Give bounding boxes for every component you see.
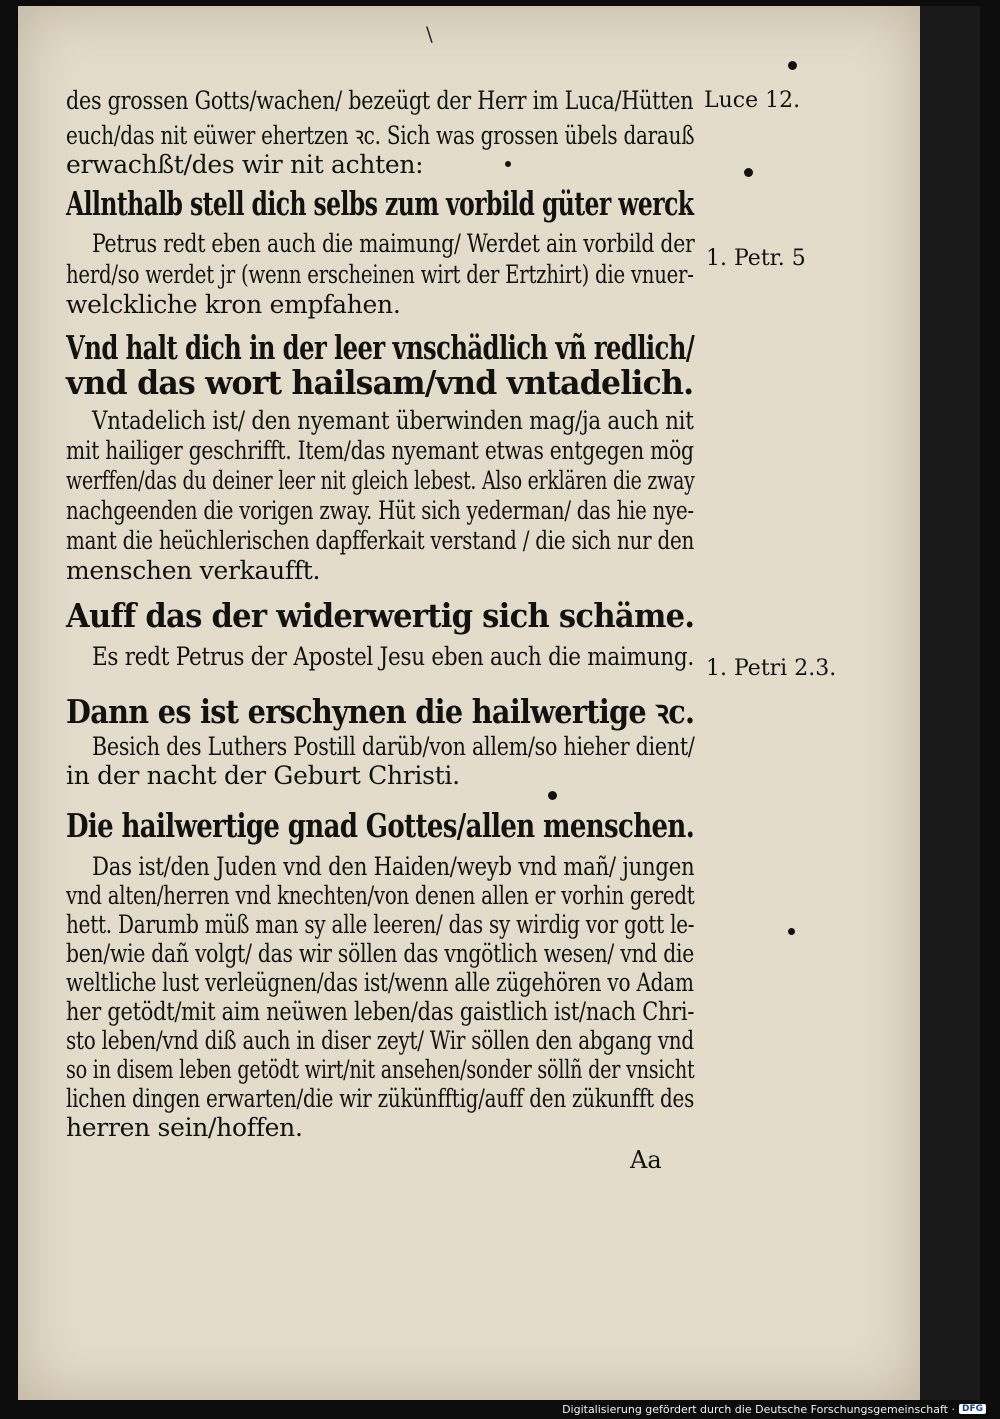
text-line: hett. Darumb müß man sy alle leeren/ das sy wirdig vor gott le- bbox=[66, 910, 695, 939]
section-heading: Die hailwertige gnad Gottes/allen menschen. bbox=[66, 806, 695, 845]
text-line: Das ist/den Juden vnd den Haiden/weyb vnd mañ/ jungen bbox=[92, 852, 695, 881]
margin-note: Luce 12. bbox=[704, 88, 801, 113]
footer-text: Digitalisierung gefördert durch die Deutsche Forschungsgemeinschaft · bbox=[562, 1402, 955, 1416]
text-line: ben/wie dañ volgt/ das wir söllen das vngötlich wesen/ vnd die bbox=[66, 939, 695, 968]
ink-dot bbox=[505, 161, 511, 167]
text-line: Es redt Petrus der Apostel Jesu eben auch die maimung. bbox=[92, 642, 694, 671]
section-heading: vnd das wort hailsam/vnd vntadelich. bbox=[66, 363, 694, 402]
text-line: in der nacht der Geburt Christi. bbox=[66, 761, 460, 790]
scanner-background-strip bbox=[920, 6, 980, 1400]
text-line: mit hailiger geschrifft. Item/das nyemant etwas entgegen mög bbox=[66, 436, 694, 465]
ink-dot bbox=[548, 791, 557, 800]
digitization-footer bbox=[562, 1401, 986, 1417]
section-heading: Vnd halt dich in der leer vnschädlich vñ redlich/ bbox=[66, 328, 695, 367]
ink-dot bbox=[788, 928, 795, 935]
ink-dot bbox=[788, 61, 797, 70]
text-line: sto leben/vnd diß auch in diser zeyt/ Wir söllen den abgang vnd bbox=[66, 1026, 694, 1055]
section-heading: Allnthalb stell dich selbs zum vorbild güter werck bbox=[66, 184, 694, 223]
text-line: lichen dingen erwarten/die wir zükünfftig/auff den zükunfft des bbox=[66, 1084, 695, 1113]
text-line: her getödt/mit aim neüwen leben/das gaistlich ist/nach Chri- bbox=[66, 997, 695, 1026]
page-signature: Aa bbox=[630, 1146, 662, 1174]
text-line: herd/so werdet jr (wenn erscheinen wirt der Ertzhirt) die vnuer- bbox=[66, 260, 694, 289]
text-line: Petrus redt eben auch die maimung/ Werdet ain vorbild der bbox=[92, 229, 695, 258]
text-line: nachgeenden die vorigen zway. Hüt sich yederman/ das hie nye- bbox=[66, 496, 694, 525]
text-line: mant die heüchlerischen dapfferkait verstand / die sich nur den bbox=[66, 526, 695, 555]
text-line: euch/das nit eüwer ehertzen ꝛc. Sich was grossen übels darauß bbox=[66, 121, 695, 150]
text-line: erwachßt/des wir nit achten: bbox=[66, 150, 424, 179]
book-page bbox=[18, 6, 920, 1400]
text-line: welckliche kron empfahen. bbox=[66, 290, 401, 319]
text-line: des grossen Gotts/wachen/ bezeügt der Herr im Luca/Hütten bbox=[66, 86, 694, 115]
text-line: so in disem leben getödt wirt/nit ansehen/sonder söllñ der vnsicht bbox=[66, 1055, 695, 1084]
text-line: menschen verkaufft. bbox=[66, 556, 321, 585]
text-line: weltliche lust verleügnen/das ist/wenn alle zügehören vo Adam bbox=[66, 968, 694, 997]
margin-note: 1. Petri 2.3. bbox=[706, 656, 837, 681]
text-line: vnd alten/herren vnd knechten/von denen allen er vorhin geredt bbox=[66, 881, 695, 910]
ink-dot bbox=[744, 168, 753, 177]
text-line: Besich des Luthers Postill darüb/von allem/so hieher dient/ bbox=[92, 732, 695, 761]
text-line: werffen/das du deiner leer nit gleich lebest. Also erklären die zway bbox=[66, 466, 695, 495]
margin-note: 1. Petr. 5 bbox=[706, 246, 806, 271]
top-mark: \ bbox=[426, 22, 433, 46]
section-heading: Dann es ist erschynen die hailwertige ꝛc. bbox=[66, 692, 695, 731]
text-line: Vntadelich ist/ den nyemant überwinden mag/ja auch nit bbox=[92, 406, 694, 435]
dfg-logo: DFG bbox=[959, 1404, 986, 1414]
text-line: herren sein/hoffen. bbox=[66, 1113, 303, 1142]
section-heading: Auff das der widerwertig sich schäme. bbox=[66, 596, 695, 635]
